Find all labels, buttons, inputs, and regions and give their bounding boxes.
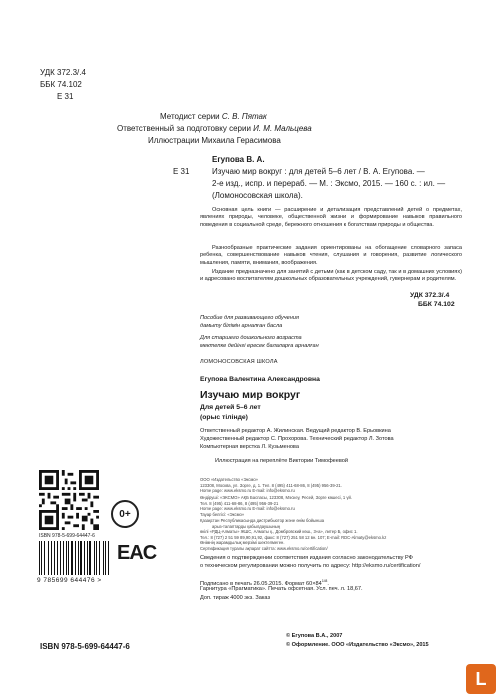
certification-line-1: Сведения о подтверждении соответствия издания согласно законодательству РФ (200, 555, 413, 561)
methodist-credit (160, 112, 267, 122)
cover-illustration-credit: Иллюстрация на переплёте Виктории Тимофеевой (215, 458, 349, 464)
book-subtitle-lang: (орыс тілінде) (200, 414, 248, 421)
methodist-label: Методист серии (160, 112, 220, 121)
abstract-paragraph-2: Разнообразные практические задания ориентированы на обогащение словарного запаса ребенка, совершенствование навыков чтения, слушания и говорения, развитие логического мышления, памяти, внимания, воображения. (200, 245, 462, 266)
print-line-3: Доп. тираж 4000 экз. Заказ (200, 595, 271, 601)
book-subtitle-age: Для детей 5–6 лет (200, 404, 261, 411)
barcode-bar (109, 541, 110, 575)
publisher-line-9: арыз-талаптарды қабылдаушының (212, 523, 281, 529)
publisher-line-12: Өнімнің жарамдылық мерзімі шектелмеген. (200, 540, 285, 546)
kazakh-note-2: дамыту білімін арналған басла (200, 323, 283, 329)
barcode-bar (96, 541, 97, 575)
publisher-line-2: 123308, Москва, ул. Зорге, д. 1. Тел. 8 (495) 411-68-86, 8 (495) 956-39-21. (200, 482, 342, 488)
barcode-bar (45, 541, 47, 575)
kazakh-note-3: Для старшего дошкольного возраста (200, 335, 302, 341)
staff-line-1: Ответственный редактор А. Жилинская. Ведущий редактор В. Ерьовкина (200, 428, 391, 434)
barcode-bar (74, 541, 75, 575)
publisher-line-11: Тел.: 8 (727) 2 51 59 89,90,91,92, факс: 8 (727) 251 58 12 вн. 107; E-mail: RDC-Almaty@eksmo.kz (200, 534, 387, 540)
barcode-digits: 9 785699 644476 > (37, 577, 102, 584)
author-full-name: Егупова Валентина Александровна (200, 376, 320, 383)
bib-line-3: (Ломоносовская школа). (212, 191, 303, 200)
publisher-line-4: Өндіруші: «ЭКСМО» АҚБ Баспасы, 123308, Мәскеу, Ресей, Зорге көшесі, 1 үй. (200, 495, 353, 500)
certification-line-2: о техническом регулировании можно получить по адресу: http://eksmo.ru/certification/ (200, 563, 421, 569)
qr-code (39, 470, 99, 530)
series-name: ЛОМОНОСОВСКАЯ ШКОЛА (200, 359, 278, 365)
barcode-bar (68, 541, 69, 575)
abstract-paragraph-3: Издание предназначено для занятий с детьми (как в детском саду, так и в домашних условиях) и адресовано воспитателям дошкольных образовательных учреждений, гувернерам и родителям. (200, 269, 462, 283)
publisher-line-8: Қазақстан Республикасында дистрибьютор және өнім бойынша (200, 518, 325, 523)
illustrations-credit: Иллюстрации Михаила Герасимова (148, 136, 281, 145)
isbn-small: ISBN 978-5-699-64447-6 (39, 533, 95, 539)
age-rating-badge: 0+ (111, 500, 139, 528)
udc-top: УДК 372.3/.4 (40, 68, 86, 77)
print-format-fraction: 1/8 (321, 578, 328, 583)
barcode-bar (105, 541, 106, 575)
responsible-name: И. М. Мальцева (253, 124, 312, 133)
responsible-credit (117, 124, 312, 134)
author-heading: Егупова В. А. (212, 155, 265, 164)
copyright-publisher: © Оформление. ООО «Издательство «Эксмо», 2015 (286, 642, 429, 648)
print-line-1-text: Подписано в печать 26.05.2015. Формат 60×84 (200, 580, 322, 587)
publisher-line-1: ООО «Издательство «Эксмо» (200, 477, 258, 482)
barcode-bar (64, 541, 65, 575)
methodist-name: С. В. Пятак (221, 112, 267, 121)
bbk-top: ББК 74.102 (40, 80, 82, 89)
bib-line-2: 2-е изд., испр. и перераб. — М. : Эксмо, 2015. — 160 с. : ил. — (212, 179, 446, 188)
barcode-bar (55, 541, 56, 575)
publisher-line-5: Тел. 8 (495) 411-68-86, 8 (495) 956-39-21 (200, 500, 279, 506)
barcode-bar (91, 541, 92, 575)
print-line-1-end: . (327, 580, 329, 587)
publisher-line-3: Home page: www.eksmo.ru E-mail: info@eksmo.ru (200, 488, 295, 494)
barcode (39, 541, 111, 575)
barcode-bar (78, 541, 79, 575)
staff-line-2: Художественный редактор С. Прохорова. Технический редактор Л. Зотова (200, 436, 394, 442)
copyright-author: © Егупова В.А., 2007 (286, 633, 343, 639)
kazakh-note-4: мектепке дейінгі ересек балаларға арналған (200, 343, 319, 349)
barcode-bar (87, 541, 88, 575)
responsible-label: Ответственный за подготовку серии (117, 124, 251, 133)
abstract-paragraph-1: Основная цель книги — расширение и детализация представлений детей о предметах, явлениях природы, человеке, общественной жизни и формирование навыков правильного поведения в социальной среде, бережного отношения к богатствам природы и общества. (200, 207, 462, 228)
publisher-line-7: Тауар белгісі: «Эксмо» (200, 511, 245, 517)
staff-line-3: Компьютерная верстка Л. Кузьменова (200, 444, 299, 450)
publisher-line-13: Сертификация туралы ақпарат сайтта: www.eksmo.ru/certification/ (200, 546, 328, 551)
code-left: Е 31 (173, 167, 190, 176)
corner-badge[interactable]: L (466, 664, 496, 694)
code-top: Е 31 (57, 92, 74, 101)
udc-bottom: УДК 372.3/.4 (410, 292, 450, 299)
eac-mark: EAC (117, 542, 157, 564)
book-title: Изучаю мир вокруг (200, 389, 301, 401)
bbk-bottom: ББК 74.102 (418, 301, 455, 308)
barcode-bar (82, 541, 83, 575)
barcode-bar (51, 541, 52, 575)
bib-line-1: Изучаю мир вокруг : для детей 5–6 лет / В. А. Егупова. — (212, 167, 425, 176)
barcode-bar (100, 541, 102, 575)
isbn-main: ISBN 978-5-699-64447-6 (40, 642, 130, 651)
publisher-line-10: өкілі «РДЦ-Алматы» ЖШС, Алматы қ., Домбровский көш., 3«а», литер Б, офис 1. (200, 529, 358, 535)
print-line-2: Гарнитура «Прагматика». Печать офсетная. Усл. печ. л. 18,67. (200, 586, 363, 592)
barcode-bar (60, 541, 61, 575)
publisher-line-6: Home page: www.eksmo.ru E-mail: info@eksmo.ru (200, 506, 295, 512)
barcode-bar (41, 541, 42, 575)
kazakh-note-1: Пособие для развивающего обучения (200, 315, 299, 321)
